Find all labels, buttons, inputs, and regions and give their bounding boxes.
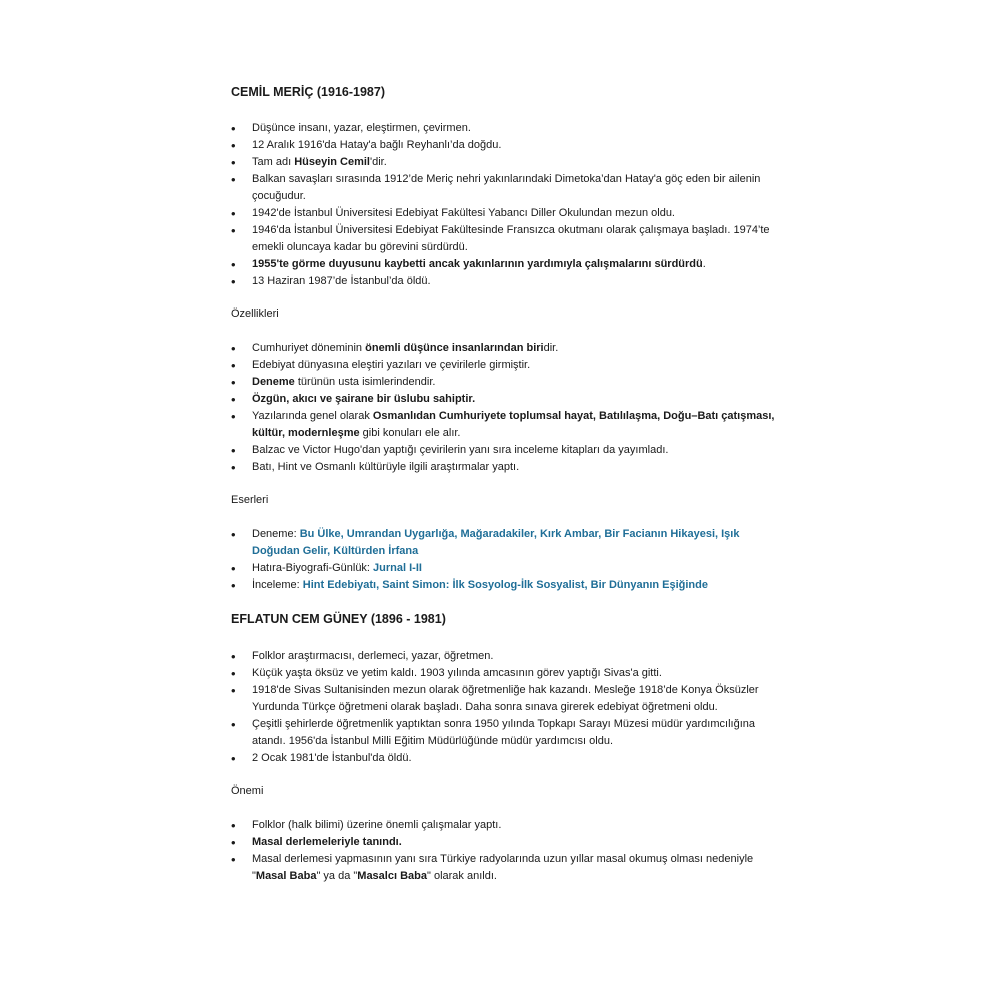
list-item — [231, 851, 776, 885]
label-ozellikleri: Özellikleri — [231, 308, 279, 320]
item-text: Masal derlemesi yapmasının yanı sıra Türkiye radyolarında uzun yıllar masal okumuş olması nedeniyle " — [252, 853, 754, 882]
list-item — [231, 750, 776, 767]
list-item — [231, 716, 776, 750]
list-item — [231, 577, 776, 594]
list-item — [231, 391, 776, 408]
item-text: Folklor (halk bilimi) üzerine önemli çalışmalar yaptı. — [252, 819, 502, 831]
list-cemil-bio — [231, 120, 776, 290]
list-item — [231, 357, 776, 374]
item-text: 'dir. — [370, 156, 387, 168]
document-page — [231, 82, 776, 885]
item-text: dir. — [543, 342, 559, 354]
list-item — [231, 120, 776, 137]
item-text: Çeşitli şehirlerde öğretmenlik yaptıktan sonra 1950 yılında Topkapı Sarayı Müzesi müdür yardımcılığına atandı. 1956'da İstanbul Milli Eğitim Müdürlüğünde müdür yardımcısı oldu. — [252, 718, 755, 747]
bold-text: önemli düşünce insanlarından biri — [365, 342, 544, 354]
bold-text: Özgün, akıcı ve şairane bir üslubu sahiptir. — [252, 393, 476, 405]
list-item — [231, 526, 776, 560]
item-text: 12 Aralık 1916'da Hatay'a bağlı Reyhanlı’da doğdu. — [252, 139, 502, 151]
list-item — [231, 648, 776, 665]
list-item — [231, 137, 776, 154]
item-text: Folklor araştırmacısı, derlemeci, yazar, öğretmen. — [252, 650, 494, 662]
item-text: Balkan savaşları sırasında 1912’de Meriç nehri yakınlarındaki Dimetoka’dan Hatay'a göç eden bir ailenin çocuğudur. — [252, 173, 761, 202]
work-title-text: Bu Ülke, Umrandan Uygarlığa, Mağaradakiler, Kırk Ambar, Bir Facianın Hikayesi, Işık Doğudan Gelir, Kültürden İrfana — [252, 528, 740, 557]
item-text: 1942'de İstanbul Üniversitesi Edebiyat Fakültesi Yabancı Diller Okulundan mezun oldu. — [252, 207, 675, 219]
item-text: İnceleme: — [252, 579, 303, 591]
item-text: Küçük yaşta öksüz ve yetim kaldı. 1903 yılında amcasının görev yaptığı Sivas'a gitti. — [252, 667, 662, 679]
item-text: 1946'da İstanbul Üniversitesi Edebiyat Fakültesinde Fransızca okutmanı olarak çalışmaya başladı. 1974’te emekli oluncaya kadar bu görevini sürdürdü. — [252, 224, 770, 253]
item-text: " olarak anıldı. — [426, 870, 497, 882]
item-text: Balzac ve Victor Hugo'dan yaptığı çevirilerin yanı sıra inceleme kitapları da yayımladı. — [252, 444, 669, 456]
item-text: 2 Ocak 1981'de İstanbul'da öldü. — [252, 752, 412, 764]
item-text: Cumhuriyet döneminin — [252, 342, 366, 354]
list-item — [231, 273, 776, 290]
item-text: Batı, Hint ve Osmanlı kültürüyle ilgili araştırmalar yaptı. — [252, 461, 520, 473]
bold-text: 1955'te görme duyusunu kaybetti ancak yakınlarının yardımıyla çalışmalarını sürdürdü — [252, 258, 703, 270]
item-text: Yazılarında genel olarak — [252, 410, 373, 422]
list-item — [231, 682, 776, 716]
item-text: " ya da " — [316, 870, 358, 882]
list-item — [231, 817, 776, 834]
list-item — [231, 205, 776, 222]
work-title-text: Hint Edebiyatı, Saint Simon: İlk Sosyolog-İlk Sosyalist, Bir Dünyanın Eşiğinde — [302, 579, 708, 591]
list-item — [231, 256, 776, 273]
item-text: Düşünce insanı, yazar, eleştirmen, çevirmen. — [252, 122, 471, 134]
heading-eflatun-cem-guney: EFLATUN CEM GÜNEY (1896 - 1981) — [231, 612, 446, 626]
list-item — [231, 154, 776, 171]
list-item — [231, 459, 776, 476]
item-text: 13 Haziran 1987’de İstanbul’da öldü. — [252, 275, 431, 287]
bold-text: Deneme — [252, 376, 295, 388]
bold-text: Osmanlıdan Cumhuriyete toplumsal hayat, Batılılaşma, Doğu–Batı çatışması, kültür, modernleşme — [252, 410, 775, 439]
label-onemi: Önemi — [231, 785, 264, 797]
list-item — [231, 171, 776, 205]
item-text: Edebiyat dünyasına eleştiri yazıları ve çevirilerle girmiştir. — [252, 359, 531, 371]
list-cemil-features — [231, 340, 776, 476]
work-title-text: Jurnal I-II — [373, 562, 422, 574]
bold-text: Hüseyin Cemil — [294, 156, 370, 168]
list-item — [231, 340, 776, 357]
list-item — [231, 442, 776, 459]
list-item — [231, 560, 776, 577]
heading-cemil-meric: CEMİL MERİÇ (1916-1987) — [231, 85, 385, 99]
list-item — [231, 222, 776, 256]
item-text: Hatıra-Biyografi-Günlük: — [252, 562, 374, 574]
item-text: . — [702, 258, 706, 270]
bold-text: Masal derlemeleriyle tanındı. — [252, 836, 402, 848]
list-eflatun-bio — [231, 648, 776, 767]
list-cemil-works — [231, 526, 776, 594]
list-item — [231, 665, 776, 682]
bold-text: Masal Baba — [255, 870, 317, 882]
item-text: Tam adı — [252, 156, 295, 168]
list-item — [231, 834, 776, 851]
item-text: gibi konuları ele alır. — [359, 427, 461, 439]
item-text: 1918'de Sivas Sultanisinden mezun olarak öğretmenliğe hak kazandı. Mesleğe 1918’de Konya Öksüzler Yurdunda Türkçe öğretmeni olarak başladı. Daha sonra sınava girerek edebiyat öğretmeni oldu. — [252, 684, 759, 713]
item-text: Deneme: — [252, 528, 300, 540]
list-item — [231, 374, 776, 391]
label-eserleri: Eserleri — [231, 494, 269, 506]
item-text: türünün usta isimlerindendir. — [294, 376, 436, 388]
list-item — [231, 408, 776, 442]
list-eflatun-importance — [231, 817, 776, 885]
bold-text: Masalcı Baba — [357, 870, 427, 882]
